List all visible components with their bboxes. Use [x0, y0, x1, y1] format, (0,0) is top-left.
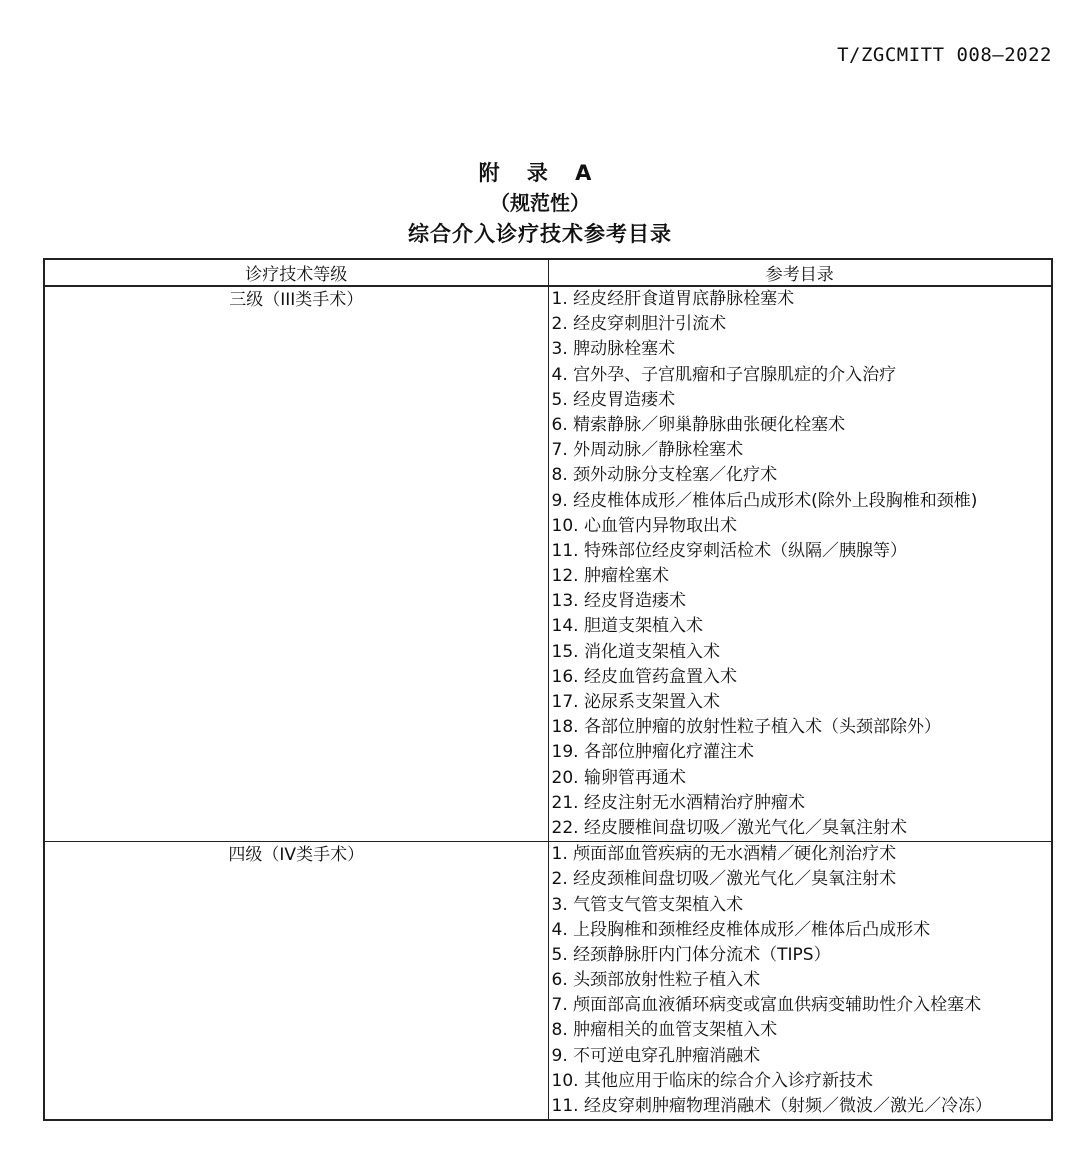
- catalog-cell: [548, 286, 1052, 842]
- list-item: 17. 泌尿系支架置入术: [551, 692, 720, 712]
- list-item: 18. 各部位肿瘤的放射性粒子植入术（头颈部除外）: [551, 717, 941, 738]
- list-item: 15. 消化道支架植入术: [551, 641, 720, 662]
- list-item: 1. 经皮经肝食道胃底静脉栓塞术: [551, 289, 795, 309]
- appendix-title: 综合介入诊疗技术参考目录: [408, 222, 672, 246]
- level-cell: 四级（IV类手术）: [44, 842, 548, 1121]
- list-item: 9. 不可逆电穿孔肿瘤消融术: [551, 1045, 761, 1066]
- catalog-list: [552, 287, 1052, 841]
- list-item: 21. 经皮注射无水酒精治疗肿瘤术: [551, 792, 805, 813]
- table-row-level-4: [44, 842, 1052, 1121]
- appendix-nature: （规范性）: [490, 191, 590, 215]
- catalog-cell: [548, 842, 1052, 1121]
- list-item: 6. 头颈部放射性粒子植入术: [551, 970, 761, 991]
- list-item: 13. 经皮肾造瘘术: [551, 591, 686, 612]
- catalog-list: [552, 842, 1052, 1119]
- column-header-catalog: 参考目录: [548, 259, 1052, 286]
- list-item: 16. 经皮血管药盒置入术: [551, 666, 737, 687]
- table-row-level-3: [44, 286, 1052, 842]
- list-item: 10. 其他应用于临床的综合介入诊疗新技术: [551, 1070, 873, 1091]
- list-item: 8. 颈外动脉分支栓塞／化疗术: [551, 465, 778, 486]
- list-item: 2. 经皮颈椎间盘切吸／激光气化／臭氧注射术: [551, 869, 897, 890]
- list-item: 11. 经皮穿刺肿瘤物理消融术（射频／微波／激光／冷冻）: [551, 1096, 992, 1116]
- list-item: 3. 脾动脉栓塞术: [551, 339, 676, 360]
- appendix-heading: [0, 158, 1080, 250]
- column-header-level: 诊疗技术等级: [44, 259, 548, 286]
- list-item: 4. 上段胸椎和颈椎经皮椎体成形／椎体后凸成形术: [551, 919, 931, 940]
- list-item: 14. 胆道支架植入术: [551, 616, 703, 637]
- level-cell: 三级（III类手术）: [44, 286, 548, 842]
- list-item: 4. 宫外孕、子宫肌瘤和子宫腺肌症的介入治疗: [551, 364, 897, 385]
- list-item: 1. 颅面部血管疾病的无水酒精／硬化剂治疗术: [551, 844, 897, 865]
- list-item: 19. 各部位肿瘤化疗灌注术: [551, 742, 754, 763]
- document-code: T/ZGCMITT 008—2022: [837, 44, 1052, 66]
- list-item: 9. 经皮椎体成形／椎体后凸成形术(除外上段胸椎和颈椎): [551, 490, 978, 511]
- table-header-row: [44, 259, 1052, 286]
- list-item: 5. 经皮胃造瘘术: [551, 389, 676, 410]
- list-item: 5. 经颈静脉肝内门体分流术（TIPS）: [551, 944, 831, 965]
- list-item: 3. 气管支气管支架植入术: [551, 894, 744, 915]
- list-item: 22. 经皮腰椎间盘切吸／激光气化／臭氧注射术: [551, 817, 907, 838]
- list-item: 10. 心血管内异物取出术: [551, 515, 737, 536]
- list-item: 11. 特殊部位经皮穿刺活检术（纵隔／胰腺等）: [551, 540, 907, 561]
- list-item: 2. 经皮穿刺胆汁引流术: [551, 314, 727, 335]
- list-item: 8. 肿瘤相关的血管支架植入术: [551, 1020, 778, 1041]
- appendix-label: 附 录 A: [478, 161, 602, 185]
- list-item: 20. 输卵管再通术: [551, 767, 686, 788]
- list-item: 12. 肿瘤栓塞术: [551, 566, 669, 587]
- list-item: 6. 精索静脉／卵巢静脉曲张硬化栓塞术: [551, 414, 846, 435]
- list-item: 7. 颅面部高血液循环病变或富血供病变辅助性介入栓塞术: [551, 995, 982, 1016]
- list-item: 7. 外周动脉／静脉栓塞术: [551, 440, 744, 461]
- reference-table: [43, 258, 1053, 1121]
